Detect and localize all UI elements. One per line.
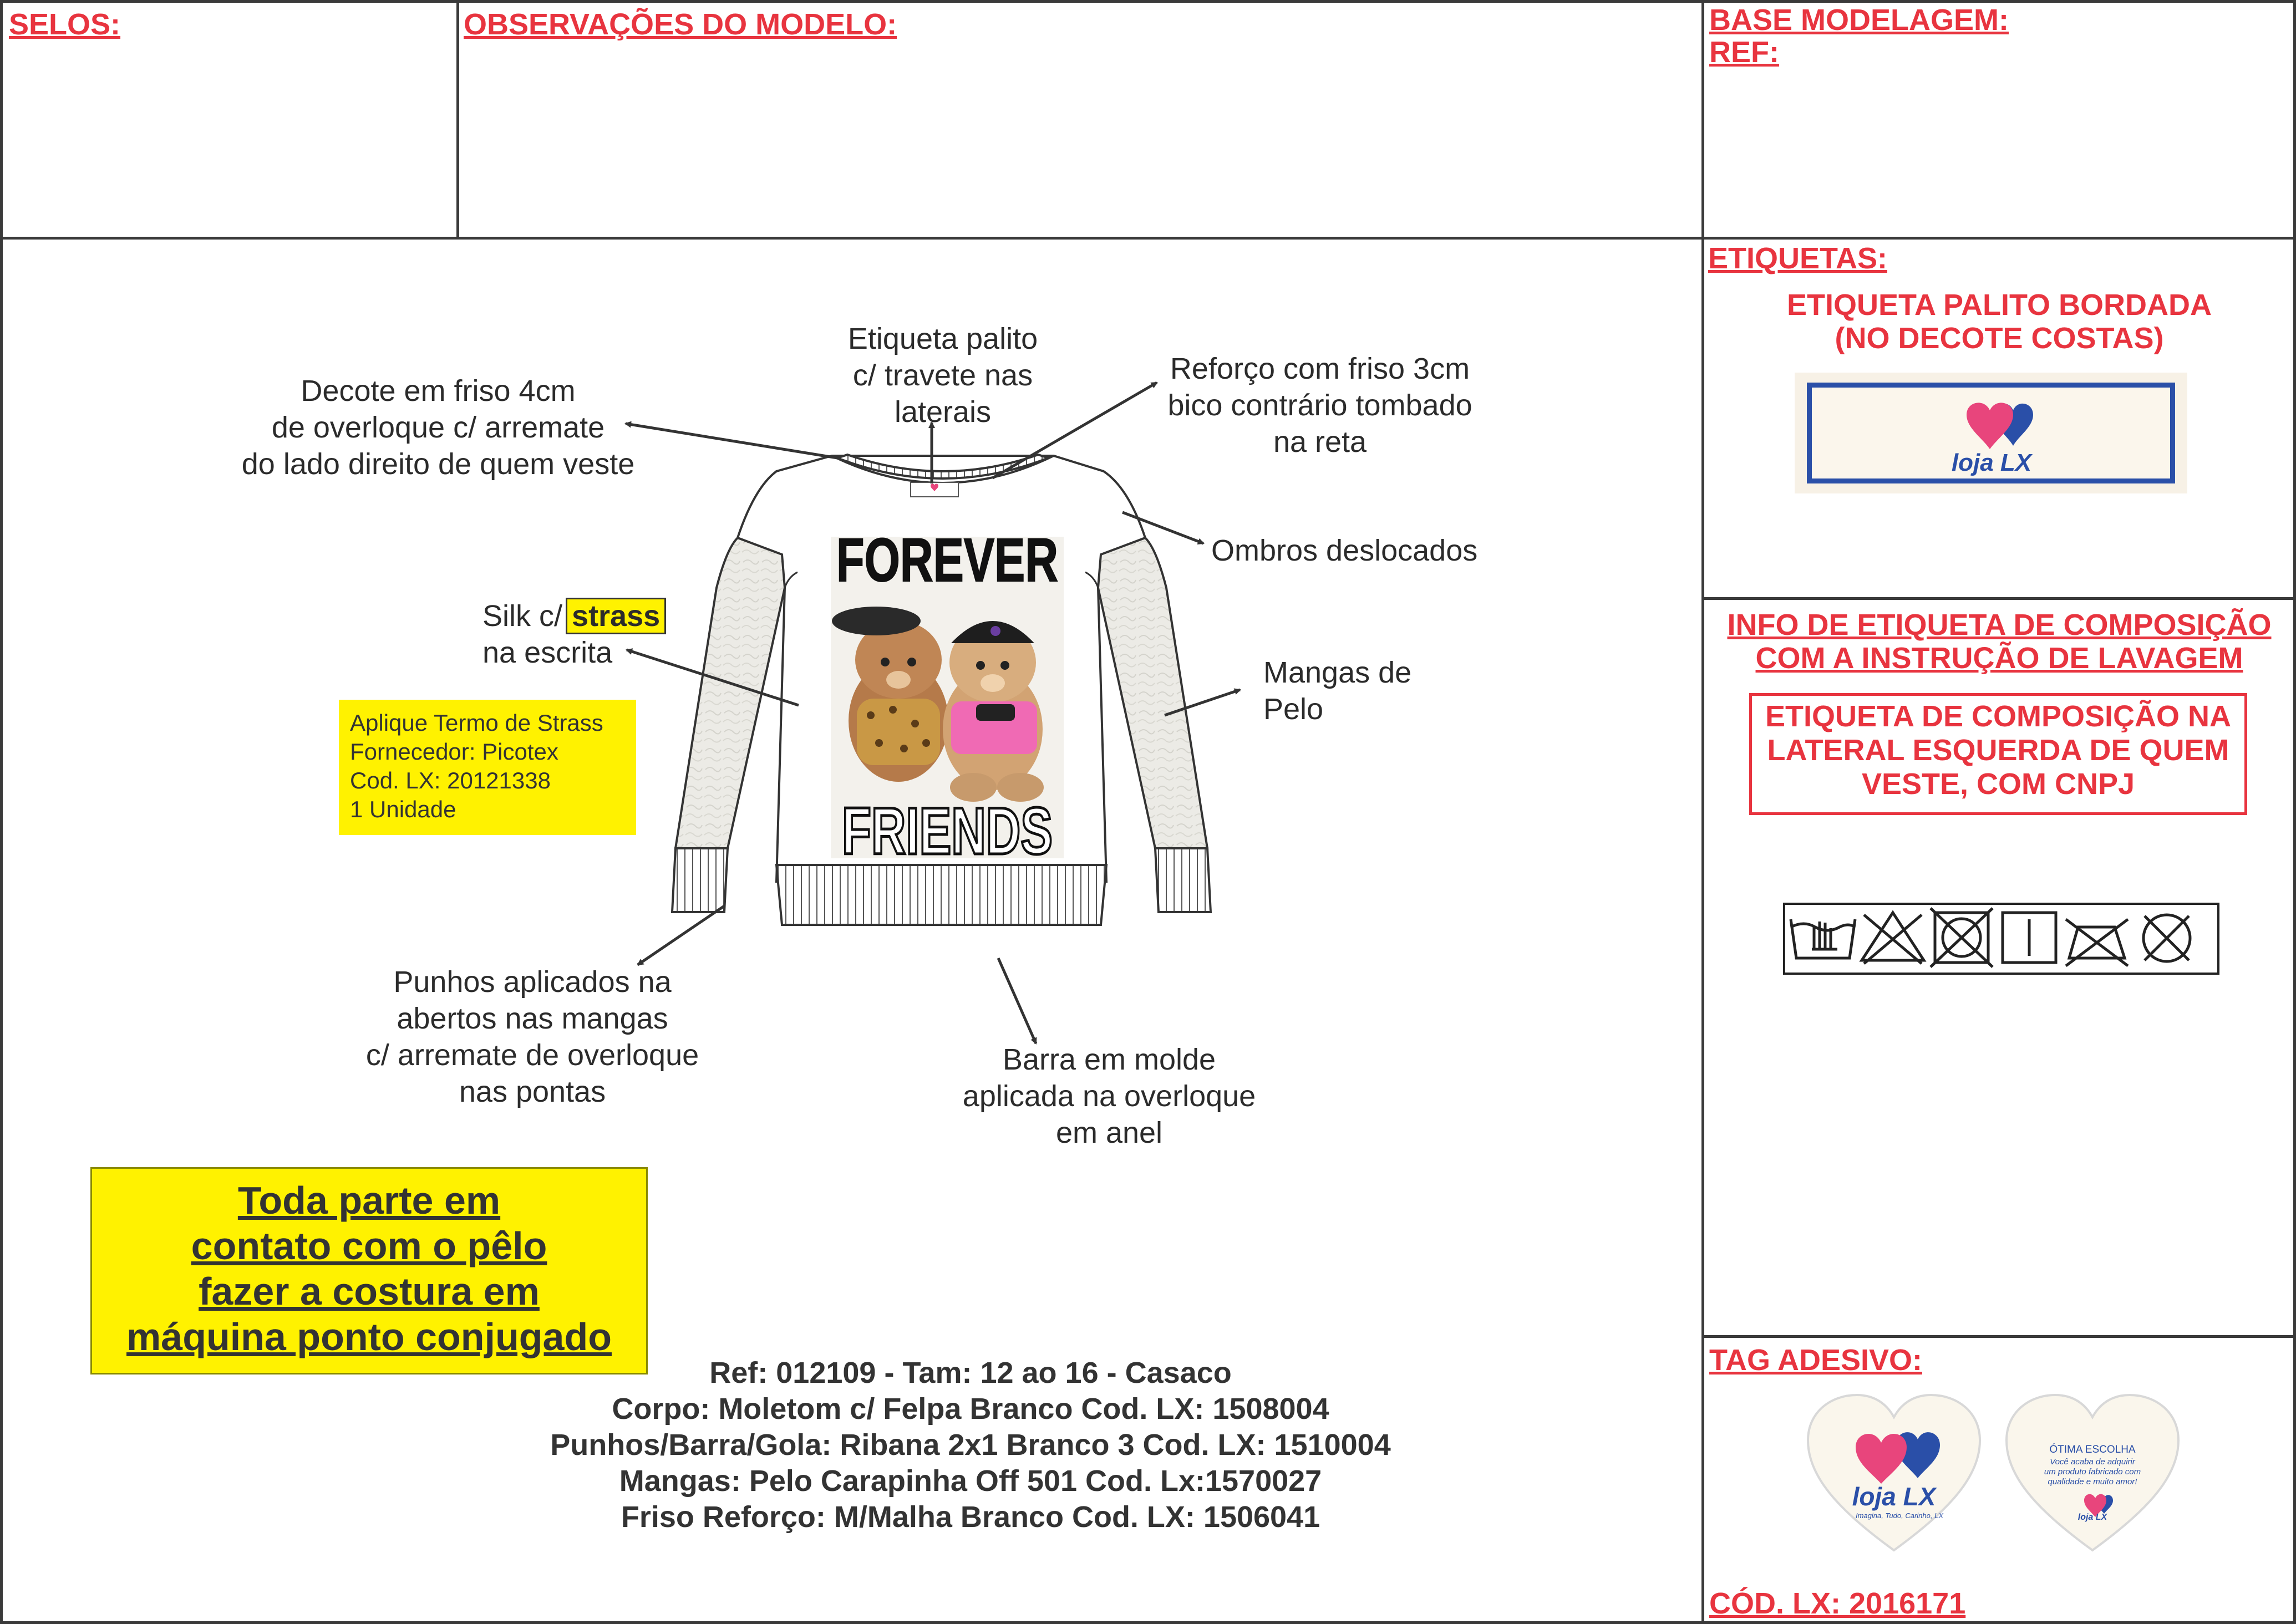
no-tumble-dry-icon bbox=[1931, 908, 1993, 967]
aplique-line-3: Cod. LX: 20121338 bbox=[350, 767, 551, 793]
callout-etiqueta-palito bbox=[815, 320, 1070, 430]
heart-back-line-1: Você acaba de adquirir bbox=[2050, 1457, 2135, 1467]
callout-decote-line-1: Decote em friso 4cm bbox=[301, 374, 576, 408]
heart-front-tagline: Imagina, Tudo, Carinho, LX bbox=[1855, 1511, 1943, 1520]
sweatshirt-technical-drawing bbox=[666, 444, 1220, 931]
base-modelagem-label: BASE MODELAGEM: bbox=[1709, 3, 2009, 37]
etiqueta-palito-label bbox=[1795, 373, 2187, 493]
care-symbols bbox=[1783, 903, 2219, 975]
print-bottom-word: FRIENDS bbox=[842, 794, 1053, 868]
callout-reforco-line-1: Reforço com friso 3cm bbox=[1170, 352, 1470, 385]
composicao-box-line-2: LATERAL ESQUERDA DE QUEM bbox=[1767, 734, 2229, 767]
callout-reforco-line-3: na reta bbox=[1273, 425, 1367, 459]
spec-ref: Ref: 012109 - Tam: 12 ao 16 - Casaco bbox=[709, 1356, 1232, 1389]
etiqueta-logo-text: loja LX bbox=[1951, 449, 2032, 476]
heart-back-logo: loja LX bbox=[2077, 1513, 2107, 1522]
observacoes-label: OBSERVAÇÕES DO MODELO: bbox=[464, 8, 897, 41]
callout-punhos-line-2: abertos nas mangas bbox=[397, 1002, 668, 1035]
callout-silk-prefix: Silk c/ bbox=[482, 599, 563, 633]
composicao-title bbox=[1708, 608, 2290, 675]
warning-line-3: fazer a costura em bbox=[199, 1270, 540, 1313]
tag-adesivo-panel bbox=[1701, 1335, 2296, 1624]
hem-band bbox=[776, 865, 1106, 925]
aplique-info-box bbox=[339, 700, 636, 835]
cod-lx-value: 2016171 bbox=[1849, 1587, 1966, 1620]
spec-friso: Friso Reforço: M/Malha Branco Cod. LX: 1506041 bbox=[621, 1500, 1320, 1534]
no-dry-clean-icon bbox=[2143, 915, 2190, 961]
composicao-box-text bbox=[1749, 700, 2247, 801]
selos-label: SELOS: bbox=[9, 8, 121, 41]
cod-lx-line bbox=[1709, 1588, 1965, 1620]
callout-punhos-line-3: c/ arremate de overloque bbox=[365, 1038, 699, 1072]
callout-etiqueta-line-3: laterais bbox=[894, 395, 992, 429]
no-bleach-icon bbox=[1862, 913, 1924, 964]
etiquetas-description bbox=[1708, 288, 2290, 355]
left-sleeve bbox=[675, 538, 785, 848]
etiquetas-line-2: (NO DECOTE COSTAS) bbox=[1835, 322, 2164, 355]
callout-decote-line-3: do lado direito de quem veste bbox=[241, 447, 635, 481]
composicao-title-line-1: INFO DE ETIQUETA DE COMPOSIÇÃO bbox=[1727, 608, 2272, 642]
callout-barra-line-3: em anel bbox=[1055, 1116, 1163, 1149]
etiquetas-title: ETIQUETAS: bbox=[1708, 242, 1887, 275]
callout-reforco-line-2: bico contrário tombado bbox=[1167, 389, 1472, 422]
aplique-line-4: 1 Unidade bbox=[350, 796, 456, 822]
callout-punhos-line-1: Punhos aplicados na bbox=[393, 965, 672, 999]
callout-punhos-line-4: nas pontas bbox=[459, 1075, 606, 1108]
right-cuff bbox=[1155, 848, 1211, 912]
spec-punhos: Punhos/Barra/Gola: Ribana 2x1 Branco 3 Cod. LX: 1510004 bbox=[550, 1428, 1391, 1462]
hand-wash-icon bbox=[1791, 919, 1855, 958]
right-sleeve bbox=[1098, 538, 1207, 848]
callout-mangas-line-1: Mangas de bbox=[1263, 656, 1412, 689]
callout-reforco bbox=[1137, 350, 1503, 460]
callout-decote bbox=[211, 373, 666, 482]
heart-back-line-2: um produto fabricado com bbox=[2044, 1467, 2141, 1477]
callout-mangas bbox=[1263, 654, 1411, 727]
no-iron-icon bbox=[2066, 919, 2128, 966]
tag-adesivo-title: TAG ADESIVO: bbox=[1709, 1343, 1923, 1377]
heart-front-logo: loja LX bbox=[1852, 1482, 1936, 1511]
heart-back-title: ÓTIMA ESCOLHA bbox=[2049, 1444, 2136, 1455]
callout-barra-line-1: Barra em molde bbox=[1002, 1043, 1216, 1076]
composicao-box-line-3: VESTE, COM CNPJ bbox=[1861, 767, 2135, 801]
warning-line-2: contato com o pêlo bbox=[191, 1224, 547, 1267]
callout-decote-line-2: de overloque c/ arremate bbox=[271, 411, 605, 444]
callout-mangas-line-2: Pelo bbox=[1263, 693, 1324, 726]
callout-silk-highlight: strass bbox=[566, 598, 666, 634]
callout-ombros: Ombros deslocados bbox=[1211, 534, 1478, 567]
cod-lx-label: CÓD. LX: bbox=[1709, 1587, 1841, 1620]
callout-etiqueta-line-2: c/ travete nas bbox=[852, 359, 1033, 392]
warning-line-1: Toda parte em bbox=[237, 1179, 501, 1222]
print-top-word: FOREVER bbox=[836, 526, 1058, 594]
aplique-line-2: Fornecedor: Picotex bbox=[350, 739, 558, 765]
heart-tag-front bbox=[1802, 1392, 1985, 1558]
aplique-line-1: Aplique Termo de Strass bbox=[350, 710, 603, 736]
callout-etiqueta-line-1: Etiqueta palito bbox=[847, 322, 1038, 355]
left-cuff bbox=[672, 848, 728, 912]
composicao-box-line-1: ETIQUETA DE COMPOSIÇÃO NA bbox=[1765, 700, 2232, 733]
heart-back-line-3: qualidade e muito amor! bbox=[2048, 1477, 2137, 1486]
callout-silk bbox=[482, 598, 666, 671]
composicao-title-line-2: COM A INSTRUÇÃO DE LAVAGEM bbox=[1755, 642, 2243, 675]
ref-label: REF: bbox=[1709, 35, 1779, 69]
line-dry-icon bbox=[2003, 913, 2056, 963]
callout-punhos bbox=[322, 964, 743, 1110]
etiquetas-line-1: ETIQUETA PALITO BORDADA bbox=[1787, 288, 2212, 322]
callout-silk-suffix: na escrita bbox=[482, 636, 613, 669]
callout-barra-line-2: aplicada na overloque bbox=[962, 1080, 1256, 1113]
spec-mangas: Mangas: Pelo Carapinha Off 501 Cod. Lx:1570027 bbox=[619, 1464, 1322, 1498]
spec-corpo: Corpo: Moletom c/ Felpa Branco Cod. LX: 1508004 bbox=[612, 1392, 1329, 1426]
stitch-warning-box bbox=[90, 1167, 648, 1374]
callout-barra bbox=[915, 1041, 1303, 1151]
material-specs bbox=[466, 1355, 1475, 1535]
warning-line-4: máquina ponto conjugado bbox=[126, 1315, 612, 1358]
